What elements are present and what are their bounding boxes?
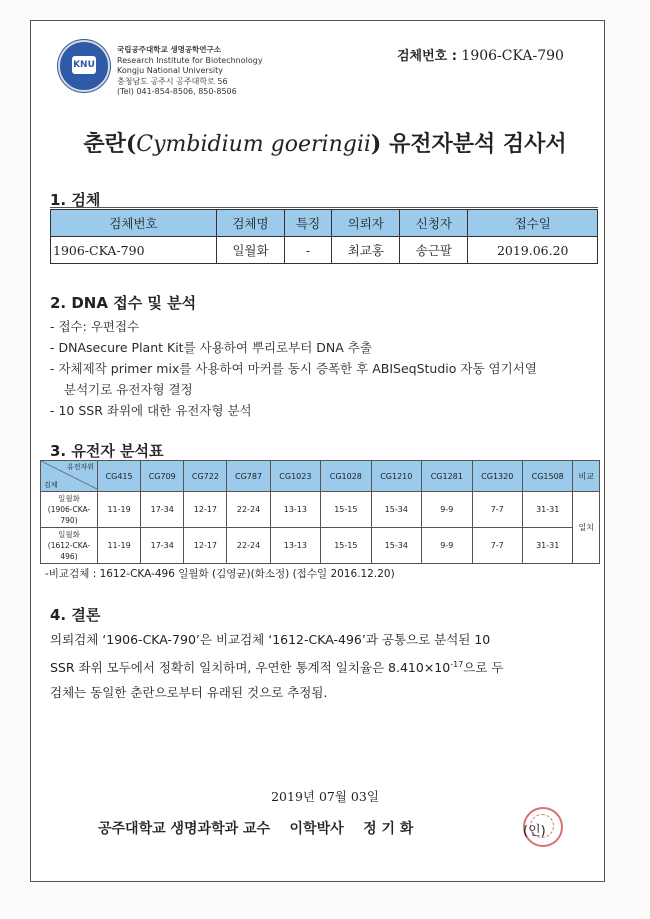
title-latin: Cymbidium goeringii <box>136 132 371 157</box>
conclusion-line: 의뢰검체 ‘1906-CKA-790’은 비교검체 ‘1612-CKA-496’과 공통으로 분석된 10 <box>50 632 491 647</box>
comparison-note: -비교검체 : 1612-CKA-496 일월화 (김영균)(화소정) (접수일 2016.12.20) <box>45 568 395 580</box>
table-cell: 7-7 <box>472 492 522 528</box>
list-item: - 자체제작 primer mix를 사용하여 마커를 동시 증폭한 후 ABISeqStudio 자동 염기서열 <box>50 361 537 376</box>
title-suffix: ) 유전자분석 검사서 <box>370 131 567 157</box>
remark-cell: 일치 <box>573 492 600 564</box>
conclusion-text <box>50 627 598 705</box>
university-name-en: Kongju National University <box>117 66 223 75</box>
table-header: 비교 <box>573 461 600 492</box>
table-header: CG1028 <box>321 461 371 492</box>
divider <box>50 207 598 208</box>
table-header: CG415 <box>98 461 141 492</box>
table-cell: 9-9 <box>422 492 472 528</box>
page-title <box>0 127 650 158</box>
section-3-heading: 3. 유전자 분석표 <box>50 442 164 460</box>
table-header: CG1508 <box>522 461 572 492</box>
list-item: 분석기로 유전자형 결정 <box>64 382 193 397</box>
table-row <box>51 237 598 264</box>
table-cell: 22-24 <box>227 492 270 528</box>
document-number-label: 검체번호 : <box>397 49 457 64</box>
seal-mark: (인) <box>523 824 546 839</box>
section-2-heading: 2. DNA 접수 및 분석 <box>50 294 197 312</box>
section-4-heading: 4. 결론 <box>50 606 101 624</box>
table-corner-header <box>41 461 98 492</box>
corner-bottom-label: 검체 <box>44 481 58 489</box>
table-cell: 송근팔 <box>400 237 468 264</box>
table-cell: 11-19 <box>98 528 141 564</box>
specimen-name: 일월화 <box>58 494 80 503</box>
table-cell: 15-15 <box>321 492 371 528</box>
table-cell: 31-31 <box>522 492 572 528</box>
document-number-value: 1906-CKA-790 <box>461 48 564 64</box>
list-item: - 접수: 우편접수 <box>50 319 140 334</box>
section-1-heading: 1. 검체 <box>50 191 101 209</box>
table-cell: 12-17 <box>184 492 227 528</box>
table-header: CG722 <box>184 461 227 492</box>
institution-name-kr: 국립공주대학교 생명공학연구소 <box>117 45 222 54</box>
table-cell: 1906-CKA-790 <box>51 237 217 264</box>
table-cell: - <box>285 237 332 264</box>
conclusion-line <box>50 652 598 680</box>
institution-address: 충청남도 공주시 공주대학로 56 <box>117 76 228 86</box>
table-header: CG1320 <box>472 461 522 492</box>
table-header: CG1210 <box>371 461 421 492</box>
table-header: 신청자 <box>400 210 468 237</box>
table-cell: 최교홍 <box>332 237 400 264</box>
table-header: 검체번호 <box>51 210 217 237</box>
specimen-id: (1612-CKA-496) <box>47 541 91 561</box>
table-cell: 9-9 <box>422 528 472 564</box>
institution-name-en: Research Institute for Biotechnology <box>117 55 263 65</box>
table-cell: 17-34 <box>141 492 184 528</box>
list-item: - DNAsecure Plant Kit를 사용하여 뿌리로부터 DNA 추출 <box>50 340 372 355</box>
university-logo <box>58 40 110 92</box>
table-header-row <box>51 210 598 237</box>
conclusion-line-text: SSR 좌위 모두에서 정확히 일치하며, 우연한 통계적 일치율은 8.410×10 <box>50 660 451 676</box>
specimen-id: (1906-CKA-790) <box>47 505 91 525</box>
list-item: - 10 SSR 좌위에 대한 유전자형 분석 <box>50 403 252 418</box>
signature: 공주대학교 생명과학과 교수 이학박사 정 기 화 <box>98 821 414 837</box>
conclusion-line: 검체는 동일한 춘란으로부터 유래된 것으로 추정됨. <box>50 685 328 701</box>
specimen-name: 일월화 <box>58 530 80 539</box>
table-header: CG1023 <box>270 461 320 492</box>
table-cell: 15-34 <box>371 528 421 564</box>
specimen-table <box>50 209 598 264</box>
table-header: 의뢰자 <box>332 210 400 237</box>
table-cell: 7-7 <box>472 528 522 564</box>
table-cell: 31-31 <box>522 528 572 564</box>
table-cell: 22-24 <box>227 528 270 564</box>
issue-date: 2019년 07월 03일 <box>271 789 379 804</box>
corner-top-label: 유전자위 <box>66 463 94 471</box>
table-header: 특징 <box>285 210 332 237</box>
table-header: 접수일 <box>468 210 598 237</box>
table-row <box>41 528 600 564</box>
conclusion-line-tail: 으로 두 <box>463 660 504 676</box>
table-cell: 17-34 <box>141 528 184 564</box>
table-cell: 2019.06.20 <box>468 237 598 264</box>
exponent: -17 <box>450 660 464 669</box>
table-row <box>41 492 600 528</box>
specimen-cell <box>41 528 98 564</box>
document-number <box>397 45 564 64</box>
table-header: CG787 <box>227 461 270 492</box>
genotype-table <box>40 460 600 564</box>
table-header: CG1281 <box>422 461 472 492</box>
table-header-row <box>41 461 600 492</box>
institution-info <box>117 45 263 98</box>
table-cell: 일월화 <box>216 237 284 264</box>
table-cell: 15-34 <box>371 492 421 528</box>
table-cell: 11-19 <box>98 492 141 528</box>
specimen-cell <box>41 492 98 528</box>
title-prefix: 춘란( <box>83 131 137 157</box>
table-cell: 12-17 <box>184 528 227 564</box>
logo-text: KNU <box>72 56 96 74</box>
table-header: 검체명 <box>216 210 284 237</box>
institution-phone: (Tel) 041-854-8506, 850-8506 <box>117 87 237 96</box>
table-cell: 13-13 <box>270 492 320 528</box>
analysis-list <box>50 316 537 421</box>
table-cell: 15-15 <box>321 528 371 564</box>
table-header: CG709 <box>141 461 184 492</box>
table-cell: 13-13 <box>270 528 320 564</box>
